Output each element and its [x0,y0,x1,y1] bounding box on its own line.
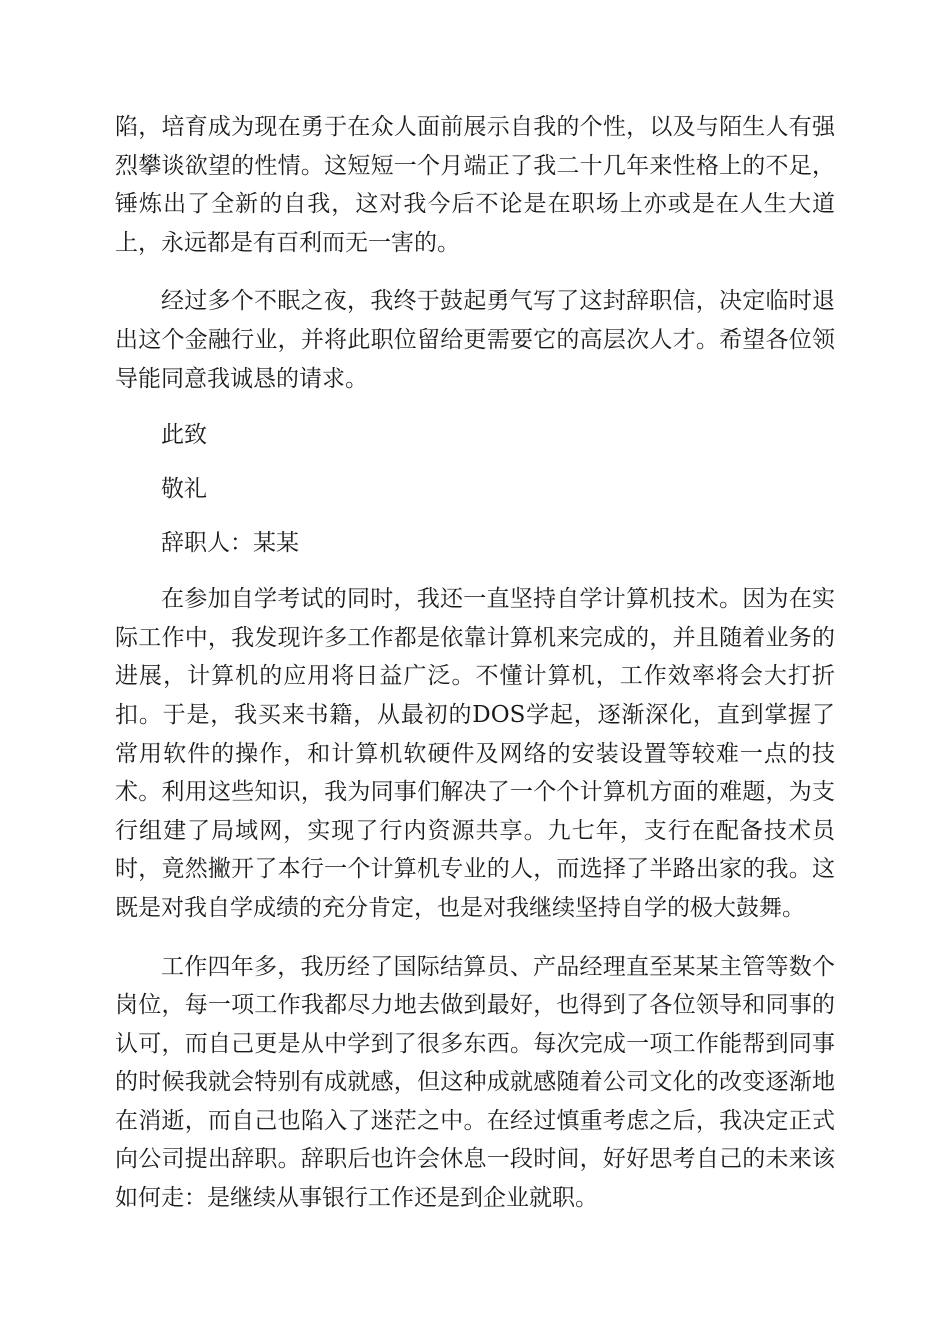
closing-regards: 敬礼 [161,476,207,503]
signature-line: 辞职人：某某 [161,530,299,557]
paragraph-work-experience: 工作四年多，我历经了国际结算员、产品经理直至某某主管等数个岗位，每一项工作我都尽力地去做到最好，也得到了各位领导和同事的认可，而自己更是从中学到了很多东西。每次完成一项工作能帮到同事的时候我就会特别有成就感，但这种成就感随着公司文化的改变逐渐地在消逝，而自己也陷入了迷茫之中。在经过慎重考虑之后，我决定正式向公司提出辞职。辞职后也许会休息一段时间，好好思考自己的未来该如何走：是继续从事银行工作还是到企业就职。 [115,953,835,1212]
paragraph-self-study: 在参加自学考试的同时，我还一直坚持自学计算机技术。因为在实际工作中，我发现许多工作都是依靠计算机来完成的，并且随着业务的进展，计算机的应用将日益广泛。不懂计算机，工作效率将会大打折扣。于是，我买来书籍，从最初的DOS学起，逐渐深化，直到掌握了常用软件的操作，和计算机软硬件及网络的安装设置等较难一点的技术。利用这些知识，我为同事们解决了一个个计算机方面的难题，为支行组建了局域网，实现了行内资源共享。九七年，支行在配备技术员时，竟然撇开了本行一个计算机专业的人，而选择了半路出家的我。这既是对我自学成绩的充分肯定，也是对我继续坚持自学的极大鼓舞。 [115,586,835,921]
paragraph-resignation-decision: 经过多个不眠之夜，我终于鼓起勇气写了这封辞职信，决定临时退出这个金融行业，并将此职位留给更需要它的高层次人才。希望各位领导能同意我诚恳的请求。 [115,288,835,392]
closing-salutation: 此致 [161,422,207,449]
document-page [115,108,835,1238]
paragraph-continuation: 陷，培育成为现在勇于在众人面前展示自我的个性，以及与陌生人有强烈攀谈欲望的性情。这短短一个月端正了我二十几年来性格上的不足，锤炼出了全新的自我，这对我今后不论是在职场上亦或是在人生大道上，永远都是有百利而无一害的。 [115,114,835,256]
